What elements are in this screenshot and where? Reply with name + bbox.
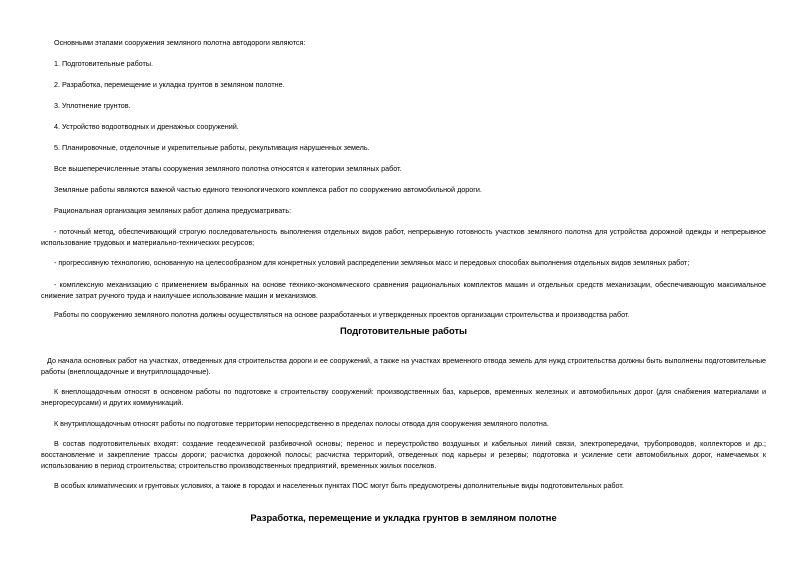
- section-heading-preparatory-works: Подготовительные работы: [339, 325, 468, 336]
- earthworks-category-paragraph: Все вышеперечисленные этапы сооружения земляного полотна относятся к категории земляных работ.: [54, 164, 402, 173]
- stage-item-1: 1. Подготовительные работы.: [54, 59, 153, 68]
- preparatory-paragraph-4: В состав подготовительных входят: создание геодезической разбивочной основы; перенос и переустройство воздушных и кабельных линий связи, электропередачи, трубопроводов, коллекторов и др.; восстановление и закрепление трассы дороги; расчистка дорожной полосы; расчистка территорий, отведенных под карьеры и резервы; подготовка и усиление сети автомобильных дорог, намечаемых к использованию в период строительства; строительство производственных предприятий, временных жилых поселков.: [41, 439, 766, 470]
- intro-paragraph: Основными этапами сооружения земляного полотна автодороги являются:: [54, 38, 306, 47]
- section-heading-soil-works: Разработка, перемещение и укладка грунтов в земляном полотне: [250, 512, 557, 523]
- preparatory-paragraph-3: К внутриплощадочным относят работы по подготовке территории непосредственно в пределах полосы отвода для сооружения земляного полотна.: [54, 419, 549, 428]
- stage-item-5: 5. Планировочные, отделочные и укрепительные работы, рекультивация нарушенных земель.: [54, 143, 370, 152]
- preparatory-paragraph-5: В особых климатических и грунтовых условиях, а также в городах и населенных пунктах ПОС могут быть предусмотрены дополнительные виды подготовительных работ.: [54, 481, 624, 490]
- stage-item-3: 3. Уплотнение грунтов.: [54, 101, 131, 110]
- preparatory-paragraph-2: К внеплощадочным относят в основном работы по подготовке к строительству сооружений: производственных баз, карьеров, временных железных и автомобильных дорог (для снабжения материалами и энергоресурсами) и других коммуникаций.: [41, 387, 766, 407]
- stage-item-4: 4. Устройство водоотводных и дренажных сооружений.: [54, 122, 239, 131]
- requirement-complex-mechanization: - комплексную механизацию с применением выбранных на основе технико-экономического сравнения рациональных комплектов машин и отдельных средств механизации, обеспечивающую максимальное снижение затрат ручного труда и наилучшее использование машин и механизмов.: [41, 280, 766, 300]
- rational-intro-paragraph: Рациональная организация земляных работ должна предусматривать:: [54, 206, 292, 215]
- preparatory-paragraph-1: До начала основных работ на участках, отведенных для строительства дороги и ее сооружений, а также на участках временного отвода земель для нужд строительства должны быть выполнены подготовительные работы (внеплощадочные и внутриплощадочные).: [41, 356, 766, 376]
- projects-basis-paragraph: Работы по сооружению земляного полотна должны осуществляться на основе разработанных и утвержденных проектов организации строительства и производства работ.: [54, 310, 630, 319]
- requirement-progressive-technology: - прогрессивную технологию, основанную на целесообразном для конкретных условий распределении земляных масс и передовых способах выполнения отдельных видов земляных работ;: [54, 258, 690, 267]
- stage-item-2: 2. Разработка, перемещение и укладка грунтов в земляном полотне.: [54, 80, 285, 89]
- requirement-flow-method: - поточный метод, обеспечивающий строгую последовательность выполнения отдельных видов работ, непрерывную готовность участков земляного полотна для устройства дорожной одежды и непрерывное использование трудовых и материально-технических ресурсов;: [41, 227, 766, 247]
- earthworks-importance-paragraph: Земляные работы являются важной частью единого технологического комплекса работ по сооружению автомобильной дороги.: [54, 185, 482, 194]
